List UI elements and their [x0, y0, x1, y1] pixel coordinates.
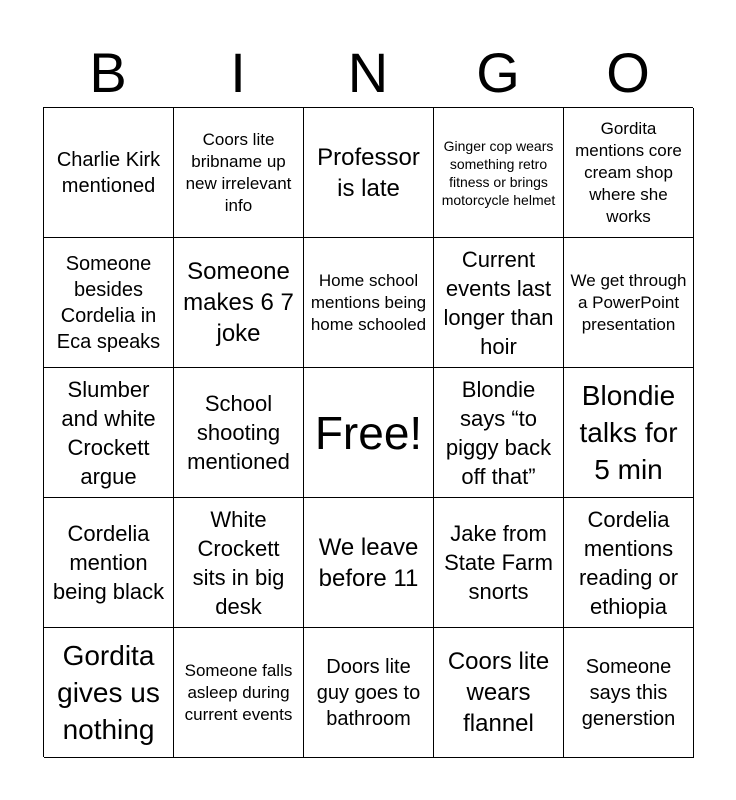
- header-letter-b: B: [89, 41, 127, 104]
- bingo-cell-r1c2[interactable]: [174, 108, 304, 238]
- bingo-cell-r3c5[interactable]: [564, 368, 694, 498]
- bingo-cell-text: Someone falls asleep during current events: [184, 660, 293, 724]
- header-letter-g: G: [476, 41, 520, 104]
- bingo-cell-r5c5[interactable]: [564, 628, 694, 758]
- bingo-cell-text: Jake from State Farm snorts: [444, 521, 553, 604]
- bingo-cell-text: Blondie talks for 5 min: [579, 380, 678, 485]
- bingo-cell-text: Cordelia mention being black: [52, 521, 165, 604]
- bingo-cell-text: Someone says this generstion: [581, 655, 676, 730]
- bingo-cell-r1c5[interactable]: [564, 108, 694, 238]
- bingo-cell-r4c1[interactable]: [44, 498, 174, 628]
- bingo-cell-r5c1[interactable]: [44, 628, 174, 758]
- bingo-cell-text: Gordita mentions core cream shop where she works: [575, 118, 682, 226]
- bingo-cell-text: Someone besides Cordelia in Eca speaks: [56, 252, 161, 353]
- bingo-cell-text: We leave before 11: [318, 533, 419, 592]
- bingo-cell-text: Professor is late: [317, 143, 420, 202]
- bingo-cell-r2c1[interactable]: [44, 238, 174, 368]
- bingo-cell-r2c4[interactable]: [434, 238, 564, 368]
- bingo-cell-text: Gordita gives us nothing: [57, 640, 160, 745]
- bingo-cell-text: Coors lite wears flannel: [447, 648, 550, 737]
- header-letter-n: N: [347, 41, 389, 104]
- bingo-cell-text: Cordelia mentions reading or ethiopia: [578, 506, 679, 619]
- bingo-cell-text: Blondie says “to piggy back off that”: [445, 376, 552, 489]
- bingo-cell-text: Someone makes 6 7 joke: [183, 258, 294, 347]
- bingo-cell-r1c4[interactable]: [434, 108, 564, 238]
- bingo-cell-r2c5[interactable]: [564, 238, 694, 368]
- bingo-cell-r4c2[interactable]: [174, 498, 304, 628]
- bingo-card-grid: [43, 107, 693, 757]
- bingo-cell-r5c4[interactable]: [434, 628, 564, 758]
- bingo-cell-text: Home school mentions being home schooled: [310, 270, 427, 334]
- bingo-cell-text: Free!: [314, 406, 423, 459]
- bingo-cell-r1c1[interactable]: [44, 108, 174, 238]
- bingo-cell-text: Slumber and white Crockett argue: [61, 376, 156, 489]
- bingo-cell-r1c3[interactable]: [304, 108, 434, 238]
- bingo-cell-r3c1[interactable]: [44, 368, 174, 498]
- bingo-cell-text: Doors lite guy goes to bathroom: [316, 655, 421, 730]
- bingo-cell-text: Current events last longer than hoir: [443, 246, 554, 359]
- bingo-cell-r4c5[interactable]: [564, 498, 694, 628]
- bingo-cell-r4c4[interactable]: [434, 498, 564, 628]
- bingo-header: [43, 40, 693, 106]
- bingo-cell-r5c3[interactable]: [304, 628, 434, 758]
- bingo-cell-text: Coors lite bribname up new irrelevant info: [185, 129, 292, 215]
- bingo-cell-r4c3[interactable]: [304, 498, 434, 628]
- bingo-cell-text: Ginger cop wears something retro fitness or brings motorcycle helmet: [441, 137, 556, 208]
- bingo-cell-r2c2[interactable]: [174, 238, 304, 368]
- bingo-cell-r3c2[interactable]: [174, 368, 304, 498]
- bingo-cell-r2c3[interactable]: [304, 238, 434, 368]
- bingo-cell-text: We get through a PowerPoint presentation: [570, 270, 687, 334]
- header-letter-i: I: [230, 41, 246, 104]
- bingo-cell-text: School shooting mentioned: [187, 391, 290, 474]
- header-letter-o: O: [606, 41, 650, 104]
- bingo-free-space[interactable]: [304, 368, 434, 498]
- bingo-cell-text: Charlie Kirk mentioned: [56, 148, 161, 197]
- bingo-cell-r5c2[interactable]: [174, 628, 304, 758]
- bingo-cell-r3c4[interactable]: [434, 368, 564, 498]
- bingo-cell-text: White Crockett sits in big desk: [192, 506, 285, 619]
